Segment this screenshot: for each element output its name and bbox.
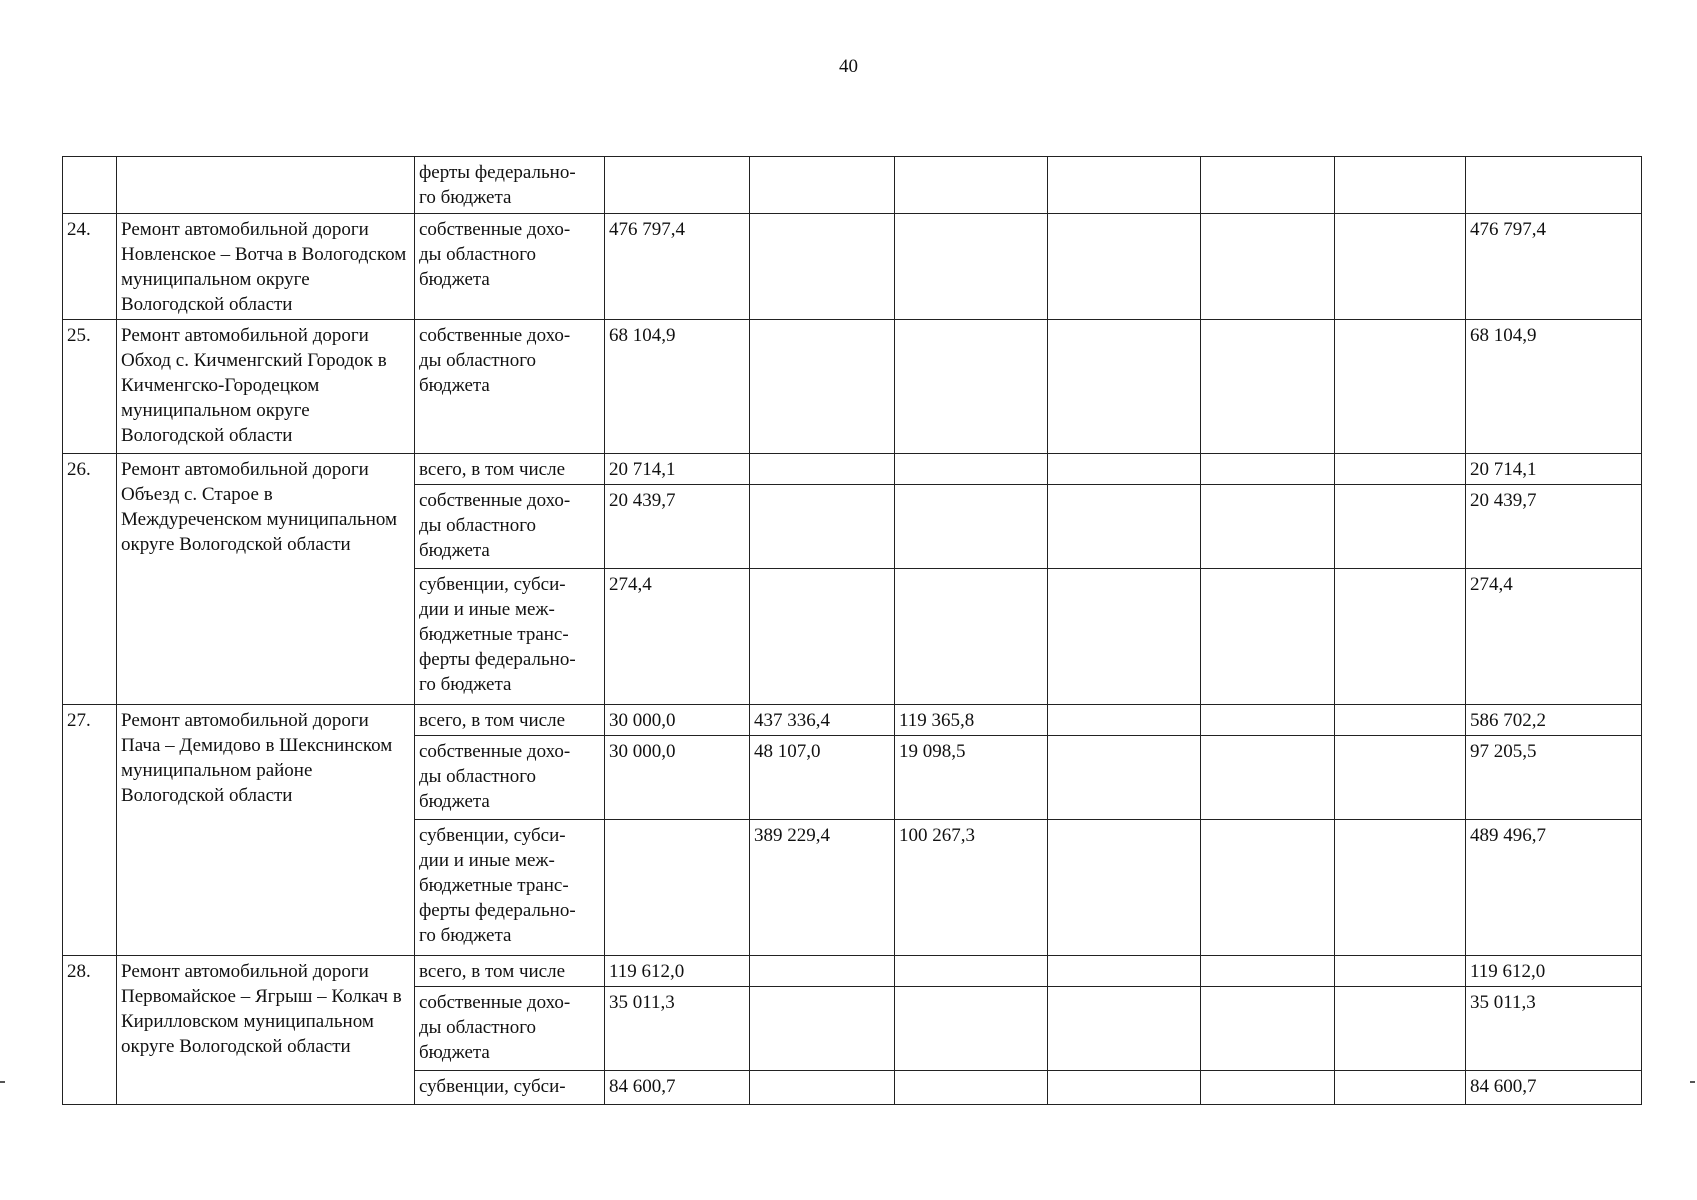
object-name-cell: Ремонт автомобильной дороги Объезд с. Старое в Междуреченском муниципальном округе Вологодской области bbox=[117, 454, 415, 705]
year-value-cell bbox=[895, 569, 1048, 705]
year-value-cell: 19 098,5 bbox=[895, 736, 1048, 820]
year-value-cell bbox=[895, 157, 1048, 214]
left-margin-mark bbox=[0, 1081, 5, 1083]
total-value-cell: 489 496,7 bbox=[1466, 820, 1642, 956]
year-value-cell bbox=[1048, 320, 1201, 454]
year-value-cell bbox=[605, 820, 750, 956]
year-value-cell bbox=[1048, 214, 1201, 320]
year-value-cell bbox=[1201, 485, 1335, 569]
year-value-cell bbox=[1048, 1071, 1201, 1105]
year-value-cell: 119 612,0 bbox=[605, 956, 750, 987]
funding-source-cell: собственные дохо- ды областного бюджета bbox=[415, 485, 605, 569]
year-value-cell bbox=[1048, 820, 1201, 956]
row-number-cell: 24. bbox=[63, 214, 117, 320]
table-row bbox=[63, 956, 1642, 987]
year-value-cell bbox=[895, 987, 1048, 1071]
page-number: 40 bbox=[839, 56, 858, 77]
table-row bbox=[63, 705, 1642, 736]
funding-source-cell: субвенции, субси- bbox=[415, 1071, 605, 1105]
total-value-cell: 20 714,1 bbox=[1466, 454, 1642, 485]
year-value-cell bbox=[1201, 956, 1335, 987]
year-value-cell bbox=[1335, 569, 1466, 705]
total-value-cell: 20 439,7 bbox=[1466, 485, 1642, 569]
year-value-cell bbox=[1335, 485, 1466, 569]
table-body bbox=[63, 157, 1642, 1105]
year-value-cell bbox=[1048, 454, 1201, 485]
row-number-cell: 27. bbox=[63, 705, 117, 956]
total-value-cell: 97 205,5 bbox=[1466, 736, 1642, 820]
year-value-cell bbox=[750, 569, 895, 705]
year-value-cell: 84 600,7 bbox=[605, 1071, 750, 1105]
total-value-cell: 476 797,4 bbox=[1466, 214, 1642, 320]
year-value-cell bbox=[1335, 736, 1466, 820]
table-row bbox=[63, 157, 1642, 214]
year-value-cell bbox=[750, 454, 895, 485]
year-value-cell: 20 714,1 bbox=[605, 454, 750, 485]
year-value-cell bbox=[895, 1071, 1048, 1105]
year-value-cell bbox=[750, 214, 895, 320]
row-number-cell: 28. bbox=[63, 956, 117, 1105]
year-value-cell: 35 011,3 bbox=[605, 987, 750, 1071]
row-number-cell: 26. bbox=[63, 454, 117, 705]
object-name-cell: Ремонт автомобильной дороги Обход с. Кичменгский Городок в Кичменгско-Городецком муниципальном округе Вологодской области bbox=[117, 320, 415, 454]
funding-source-cell: субвенции, субси- дии и иные меж- бюджетные транс- ферты федерально- го бюджета bbox=[415, 569, 605, 705]
year-value-cell bbox=[1048, 736, 1201, 820]
total-value-cell bbox=[1466, 157, 1642, 214]
year-value-cell bbox=[1048, 705, 1201, 736]
object-name-cell: Ремонт автомобильной дороги Первомайское – Ягрыш – Колкач в Кирилловском муниципальном округе Вологодской области bbox=[117, 956, 415, 1105]
year-value-cell bbox=[895, 485, 1048, 569]
year-value-cell: 476 797,4 bbox=[605, 214, 750, 320]
year-value-cell bbox=[1048, 956, 1201, 987]
year-value-cell bbox=[1048, 987, 1201, 1071]
funding-source-cell: всего, в том числе bbox=[415, 956, 605, 987]
year-value-cell bbox=[1335, 820, 1466, 956]
total-value-cell: 35 011,3 bbox=[1466, 987, 1642, 1071]
object-name-cell bbox=[117, 157, 415, 214]
table-row bbox=[63, 214, 1642, 320]
year-value-cell bbox=[1201, 157, 1335, 214]
year-value-cell bbox=[750, 157, 895, 214]
year-value-cell bbox=[1201, 705, 1335, 736]
year-value-cell: 437 336,4 bbox=[750, 705, 895, 736]
year-value-cell bbox=[1048, 157, 1201, 214]
funding-source-cell: собственные дохо- ды областного бюджета bbox=[415, 987, 605, 1071]
year-value-cell bbox=[1335, 157, 1466, 214]
year-value-cell bbox=[895, 956, 1048, 987]
year-value-cell bbox=[1201, 820, 1335, 956]
year-value-cell bbox=[1335, 320, 1466, 454]
right-margin-mark bbox=[1690, 1081, 1695, 1083]
year-value-cell bbox=[1335, 214, 1466, 320]
year-value-cell bbox=[1201, 320, 1335, 454]
year-value-cell bbox=[1201, 1071, 1335, 1105]
year-value-cell bbox=[1201, 569, 1335, 705]
year-value-cell bbox=[750, 956, 895, 987]
year-value-cell bbox=[750, 987, 895, 1071]
year-value-cell bbox=[1335, 987, 1466, 1071]
year-value-cell: 30 000,0 bbox=[605, 736, 750, 820]
year-value-cell bbox=[895, 214, 1048, 320]
year-value-cell: 389 229,4 bbox=[750, 820, 895, 956]
table-row bbox=[63, 454, 1642, 485]
funding-source-cell: собственные дохо- ды областного бюджета bbox=[415, 736, 605, 820]
year-value-cell bbox=[895, 454, 1048, 485]
year-value-cell bbox=[750, 485, 895, 569]
funding-source-cell: всего, в том числе bbox=[415, 705, 605, 736]
table-row bbox=[63, 320, 1642, 454]
object-name-cell: Ремонт автомобильной дороги Пача – Демидово в Шекснинском муниципальном районе Вологодской области bbox=[117, 705, 415, 956]
funding-source-cell: собственные дохо- ды областного бюджета bbox=[415, 214, 605, 320]
funding-source-cell: субвенции, субси- дии и иные меж- бюджетные транс- ферты федерально- го бюджета bbox=[415, 820, 605, 956]
total-value-cell: 586 702,2 bbox=[1466, 705, 1642, 736]
funding-source-cell: всего, в том числе bbox=[415, 454, 605, 485]
year-value-cell bbox=[1048, 485, 1201, 569]
year-value-cell: 48 107,0 bbox=[750, 736, 895, 820]
year-value-cell bbox=[1201, 987, 1335, 1071]
year-value-cell: 274,4 bbox=[605, 569, 750, 705]
year-value-cell bbox=[1201, 454, 1335, 485]
total-value-cell: 84 600,7 bbox=[1466, 1071, 1642, 1105]
total-value-cell: 119 612,0 bbox=[1466, 956, 1642, 987]
year-value-cell bbox=[1201, 736, 1335, 820]
year-value-cell: 100 267,3 bbox=[895, 820, 1048, 956]
row-number-cell: 25. bbox=[63, 320, 117, 454]
year-value-cell bbox=[1335, 956, 1466, 987]
budget-table bbox=[62, 156, 1642, 1105]
year-value-cell bbox=[605, 157, 750, 214]
year-value-cell bbox=[895, 320, 1048, 454]
year-value-cell bbox=[1048, 569, 1201, 705]
year-value-cell bbox=[750, 320, 895, 454]
year-value-cell bbox=[1335, 454, 1466, 485]
year-value-cell bbox=[1335, 705, 1466, 736]
funding-source-cell: собственные дохо- ды областного бюджета bbox=[415, 320, 605, 454]
row-number-cell bbox=[63, 157, 117, 214]
year-value-cell: 119 365,8 bbox=[895, 705, 1048, 736]
funding-source-cell: ферты федерально- го бюджета bbox=[415, 157, 605, 214]
year-value-cell: 68 104,9 bbox=[605, 320, 750, 454]
total-value-cell: 274,4 bbox=[1466, 569, 1642, 705]
year-value-cell bbox=[1201, 214, 1335, 320]
year-value-cell: 20 439,7 bbox=[605, 485, 750, 569]
year-value-cell bbox=[1335, 1071, 1466, 1105]
year-value-cell: 30 000,0 bbox=[605, 705, 750, 736]
year-value-cell bbox=[750, 1071, 895, 1105]
object-name-cell: Ремонт автомобильной дороги Новленское – Вотча в Вологодском муниципальном округе Вологодской области bbox=[117, 214, 415, 320]
total-value-cell: 68 104,9 bbox=[1466, 320, 1642, 454]
